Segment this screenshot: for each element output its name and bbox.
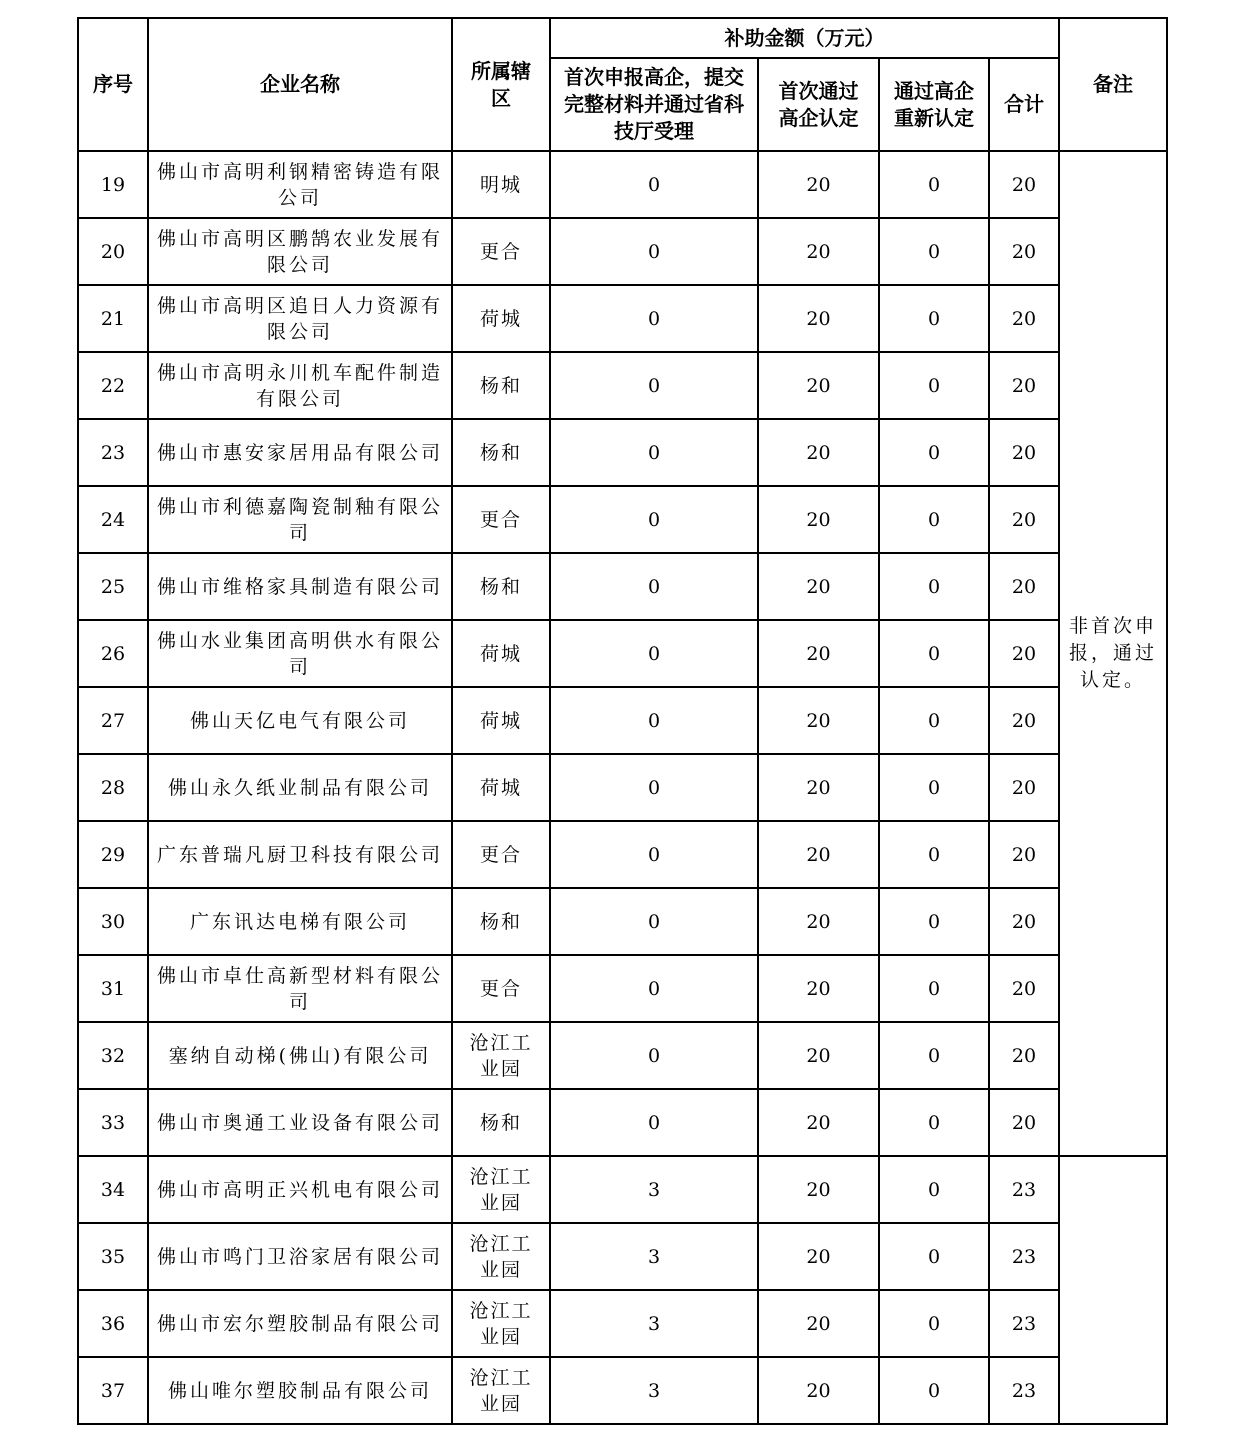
row-district: 沧江工业园 <box>452 1357 550 1424</box>
row-first-apply: 3 <box>550 1156 758 1223</box>
row-company: 佛山市利德嘉陶瓷制釉有限公司 <box>148 486 452 553</box>
row-first-apply: 0 <box>550 955 758 1022</box>
row-seq: 26 <box>78 620 148 687</box>
row-first-apply: 0 <box>550 352 758 419</box>
row-district: 更合 <box>452 486 550 553</box>
row-district: 更合 <box>452 218 550 285</box>
table-row <box>78 1357 1167 1424</box>
row-first-apply: 3 <box>550 1357 758 1424</box>
table-row <box>78 151 1167 218</box>
row-total: 23 <box>989 1290 1059 1357</box>
row-seq: 32 <box>78 1022 148 1089</box>
row-seq: 24 <box>78 486 148 553</box>
row-remark: 非首次申报，通过认定。 <box>1059 151 1167 1156</box>
row-company: 佛山市维格家具制造有限公司 <box>148 553 452 620</box>
row-seq: 31 <box>78 955 148 1022</box>
row-total: 20 <box>989 888 1059 955</box>
table-row <box>78 419 1167 486</box>
row-total: 20 <box>989 1089 1059 1156</box>
table-row <box>78 1223 1167 1290</box>
row-company: 佛山市高明利钢精密铸造有限公司 <box>148 151 452 218</box>
table-row <box>78 955 1167 1022</box>
row-first-apply: 0 <box>550 553 758 620</box>
table-row <box>78 553 1167 620</box>
row-total: 20 <box>989 754 1059 821</box>
table-row <box>78 1022 1167 1089</box>
row-renew-pass: 0 <box>879 1089 989 1156</box>
row-district: 沧江工业园 <box>452 1290 550 1357</box>
row-district: 荷城 <box>452 687 550 754</box>
row-seq: 37 <box>78 1357 148 1424</box>
row-total: 20 <box>989 620 1059 687</box>
row-company: 佛山市鸣门卫浴家居有限公司 <box>148 1223 452 1290</box>
row-total: 23 <box>989 1156 1059 1223</box>
row-district: 沧江工业园 <box>452 1022 550 1089</box>
row-total: 20 <box>989 486 1059 553</box>
row-district: 杨和 <box>452 888 550 955</box>
row-company: 佛山市高明永川机车配件制造有限公司 <box>148 352 452 419</box>
row-seq: 33 <box>78 1089 148 1156</box>
row-total: 23 <box>989 1357 1059 1424</box>
table-row <box>78 821 1167 888</box>
header-company: 企业名称 <box>148 18 452 151</box>
row-seq: 28 <box>78 754 148 821</box>
row-seq: 20 <box>78 218 148 285</box>
row-district: 杨和 <box>452 553 550 620</box>
row-total: 23 <box>989 1223 1059 1290</box>
row-first-pass: 20 <box>758 1357 879 1424</box>
row-renew-pass: 0 <box>879 1223 989 1290</box>
row-first-apply: 3 <box>550 1290 758 1357</box>
row-total: 20 <box>989 687 1059 754</box>
row-renew-pass: 0 <box>879 888 989 955</box>
row-company: 塞纳自动梯(佛山)有限公司 <box>148 1022 452 1089</box>
row-district: 荷城 <box>452 285 550 352</box>
row-first-pass: 20 <box>758 486 879 553</box>
row-renew-pass: 0 <box>879 620 989 687</box>
row-first-apply: 0 <box>550 687 758 754</box>
row-company: 广东讯达电梯有限公司 <box>148 888 452 955</box>
row-first-apply: 0 <box>550 218 758 285</box>
row-district: 沧江工业园 <box>452 1223 550 1290</box>
row-total: 20 <box>989 553 1059 620</box>
row-first-pass: 20 <box>758 352 879 419</box>
row-seq: 19 <box>78 151 148 218</box>
row-company: 佛山天亿电气有限公司 <box>148 687 452 754</box>
row-renew-pass: 0 <box>879 1156 989 1223</box>
header-district: 所属辖区 <box>452 18 550 151</box>
row-first-apply: 0 <box>550 151 758 218</box>
row-district: 更合 <box>452 955 550 1022</box>
row-total: 20 <box>989 218 1059 285</box>
row-district: 更合 <box>452 821 550 888</box>
row-first-apply: 0 <box>550 419 758 486</box>
table-row <box>78 352 1167 419</box>
row-renew-pass: 0 <box>879 1290 989 1357</box>
row-company: 广东普瑞凡厨卫科技有限公司 <box>148 821 452 888</box>
row-seq: 30 <box>78 888 148 955</box>
table-row <box>78 620 1167 687</box>
row-renew-pass: 0 <box>879 486 989 553</box>
table-row <box>78 218 1167 285</box>
row-remark-empty <box>1059 1156 1167 1424</box>
header-first-pass: 首次通过高企认定 <box>758 58 879 151</box>
header-total: 合计 <box>989 58 1059 151</box>
row-first-pass: 20 <box>758 1156 879 1223</box>
row-first-pass: 20 <box>758 687 879 754</box>
row-renew-pass: 0 <box>879 754 989 821</box>
row-first-apply: 0 <box>550 821 758 888</box>
header-remark: 备注 <box>1059 18 1167 151</box>
row-renew-pass: 0 <box>879 955 989 1022</box>
row-total: 20 <box>989 1022 1059 1089</box>
row-district: 杨和 <box>452 352 550 419</box>
row-first-pass: 20 <box>758 620 879 687</box>
row-first-pass: 20 <box>758 1022 879 1089</box>
row-company: 佛山市高明区追日人力资源有限公司 <box>148 285 452 352</box>
row-seq: 34 <box>78 1156 148 1223</box>
table-row <box>78 754 1167 821</box>
row-total: 20 <box>989 352 1059 419</box>
row-first-pass: 20 <box>758 218 879 285</box>
row-renew-pass: 0 <box>879 821 989 888</box>
table-row <box>78 888 1167 955</box>
row-district: 荷城 <box>452 754 550 821</box>
subsidy-table <box>77 17 1168 1425</box>
row-renew-pass: 0 <box>879 151 989 218</box>
row-first-pass: 20 <box>758 821 879 888</box>
row-total: 20 <box>989 151 1059 218</box>
row-renew-pass: 0 <box>879 285 989 352</box>
row-first-apply: 0 <box>550 620 758 687</box>
row-seq: 36 <box>78 1290 148 1357</box>
row-first-pass: 20 <box>758 888 879 955</box>
row-company: 佛山永久纸业制品有限公司 <box>148 754 452 821</box>
row-first-apply: 0 <box>550 1022 758 1089</box>
row-renew-pass: 0 <box>879 218 989 285</box>
row-company: 佛山市高明正兴机电有限公司 <box>148 1156 452 1223</box>
row-company: 佛山市卓仕高新型材料有限公司 <box>148 955 452 1022</box>
row-first-apply: 0 <box>550 285 758 352</box>
table-row <box>78 1156 1167 1223</box>
row-renew-pass: 0 <box>879 687 989 754</box>
row-first-apply: 0 <box>550 754 758 821</box>
row-first-pass: 20 <box>758 955 879 1022</box>
row-first-apply: 0 <box>550 1089 758 1156</box>
row-company: 佛山市高明区鹏鹄农业发展有限公司 <box>148 218 452 285</box>
table-row <box>78 285 1167 352</box>
row-first-apply: 3 <box>550 1223 758 1290</box>
row-seq: 27 <box>78 687 148 754</box>
row-total: 20 <box>989 821 1059 888</box>
row-seq: 25 <box>78 553 148 620</box>
row-renew-pass: 0 <box>879 419 989 486</box>
row-renew-pass: 0 <box>879 1022 989 1089</box>
row-seq: 21 <box>78 285 148 352</box>
row-district: 杨和 <box>452 419 550 486</box>
table-row <box>78 687 1167 754</box>
row-seq: 29 <box>78 821 148 888</box>
row-company: 佛山市奥通工业设备有限公司 <box>148 1089 452 1156</box>
table-body <box>78 151 1167 1424</box>
table-row <box>78 1290 1167 1357</box>
row-renew-pass: 0 <box>879 553 989 620</box>
row-first-pass: 20 <box>758 285 879 352</box>
table-row <box>78 486 1167 553</box>
row-total: 20 <box>989 285 1059 352</box>
row-first-apply: 0 <box>550 888 758 955</box>
row-renew-pass: 0 <box>879 1357 989 1424</box>
row-first-pass: 20 <box>758 553 879 620</box>
row-company: 佛山市惠安家居用品有限公司 <box>148 419 452 486</box>
row-first-pass: 20 <box>758 1089 879 1156</box>
row-first-pass: 20 <box>758 754 879 821</box>
row-company: 佛山唯尔塑胶制品有限公司 <box>148 1357 452 1424</box>
row-first-pass: 20 <box>758 151 879 218</box>
row-seq: 23 <box>78 419 148 486</box>
header-seq: 序号 <box>78 18 148 151</box>
row-total: 20 <box>989 955 1059 1022</box>
row-district: 明城 <box>452 151 550 218</box>
row-first-apply: 0 <box>550 486 758 553</box>
row-district: 荷城 <box>452 620 550 687</box>
header-renew-pass: 通过高企重新认定 <box>879 58 989 151</box>
header-first-apply: 首次申报高企，提交完整材料并通过省科技厅受理 <box>550 58 758 151</box>
row-district: 杨和 <box>452 1089 550 1156</box>
row-company: 佛山水业集团高明供水有限公司 <box>148 620 452 687</box>
table-row <box>78 1089 1167 1156</box>
row-renew-pass: 0 <box>879 352 989 419</box>
row-district: 沧江工业园 <box>452 1156 550 1223</box>
row-total: 20 <box>989 419 1059 486</box>
row-seq: 35 <box>78 1223 148 1290</box>
header-subsidy-group: 补助金额（万元） <box>550 18 1059 58</box>
row-first-pass: 20 <box>758 1223 879 1290</box>
row-first-pass: 20 <box>758 1290 879 1357</box>
row-company: 佛山市宏尔塑胶制品有限公司 <box>148 1290 452 1357</box>
row-first-pass: 20 <box>758 419 879 486</box>
row-seq: 22 <box>78 352 148 419</box>
